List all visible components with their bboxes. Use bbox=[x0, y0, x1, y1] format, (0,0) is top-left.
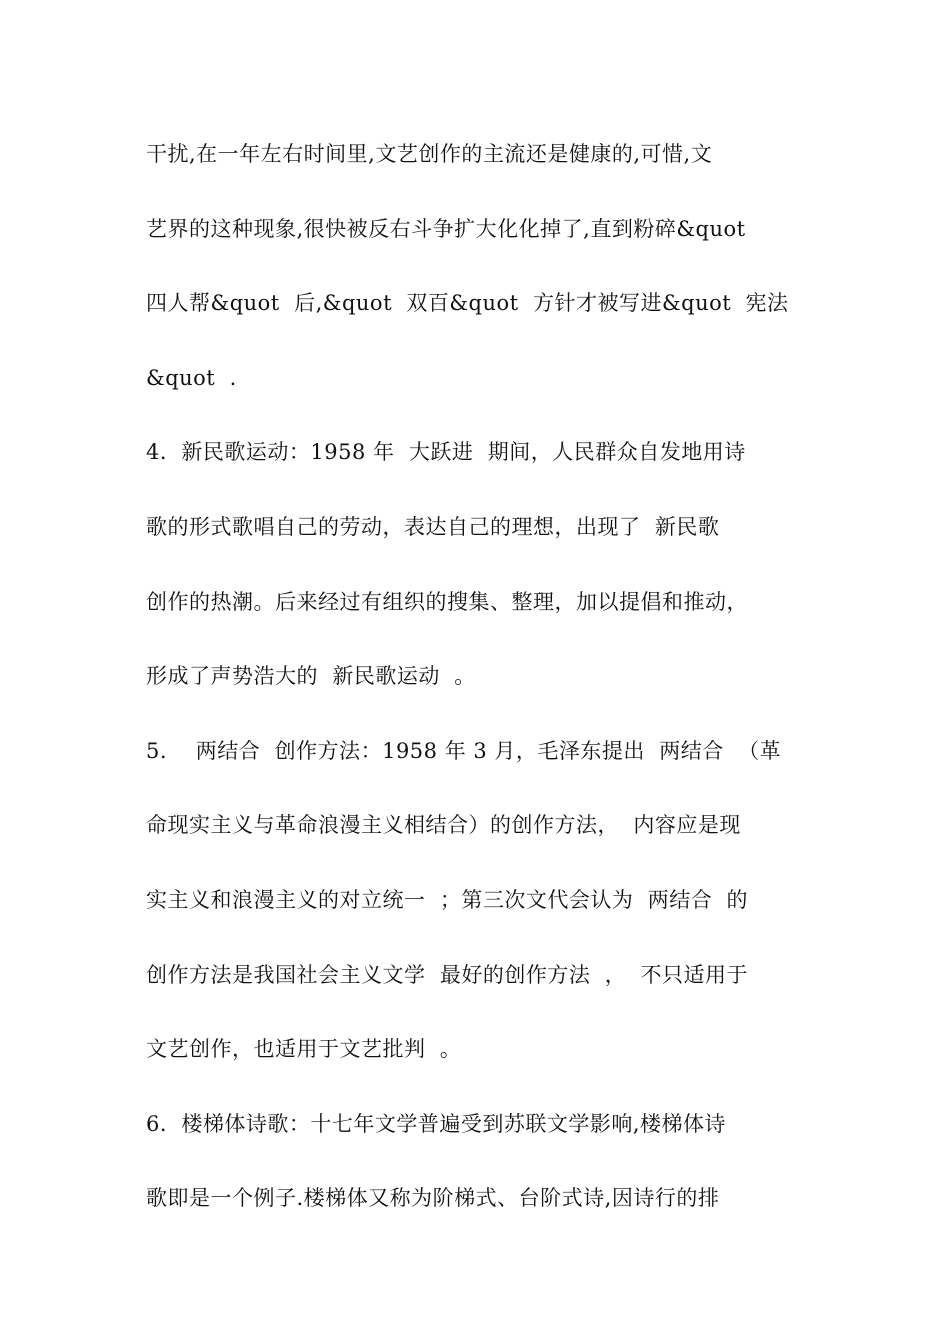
text-line-9: 5. 两结合 创作方法：1958 年 3 月，毛泽东提出 两结合 （革 bbox=[146, 738, 782, 763]
text-line-15: 歌即是一个例子.楼梯体又称为阶梯式、台阶式诗,因诗行的排 bbox=[146, 1186, 720, 1211]
text-line-7: 创作的热潮。后来经过有组织的搜集、整理，加以提倡和推动， bbox=[146, 589, 748, 614]
text-line-4: &quot . bbox=[146, 365, 237, 390]
text-line-3: 四人帮&quot 后,&quot 双百&quot 方针才被写进&quot 宪法 bbox=[146, 291, 789, 316]
text-line-14: 6. 楼梯体诗歌：十七年文学普遍受到苏联文学影响,楼梯体诗 bbox=[146, 1111, 727, 1136]
text-line-5: 4. 新民歌运动：1958 年 大跃进 期间，人民群众自发地用诗 bbox=[146, 440, 746, 465]
text-line-6: 歌的形式歌唱自己的劳动，表达自己的理想，出现了 新民歌 bbox=[146, 514, 720, 539]
text-line-1: 干扰,在一年左右时间里,文艺创作的主流还是健康的,可惜,文 bbox=[146, 142, 713, 166]
text-line-12: 创作方法是我国社会主义文学 最好的创作方法 ， 不只适用于 bbox=[146, 962, 749, 987]
text-line-2: 艺界的这种现象,很快被反右斗争扩大化化掉了,直到粉碎&quot bbox=[146, 216, 746, 241]
text-line-10: 命现实主义与革命浪漫主义相结合）的创作方法， 内容应是现 bbox=[146, 813, 741, 838]
text-line-8: 形成了声势浩大的 新民歌运动 。 bbox=[146, 664, 476, 689]
text-line-13: 文艺创作，也适用于文艺批判 。 bbox=[146, 1037, 462, 1062]
text-line-11: 实主义和浪漫主义的对立统一 ；第三次文代会认为 两结合 的 bbox=[146, 887, 749, 912]
body-text bbox=[146, 124, 810, 1243]
